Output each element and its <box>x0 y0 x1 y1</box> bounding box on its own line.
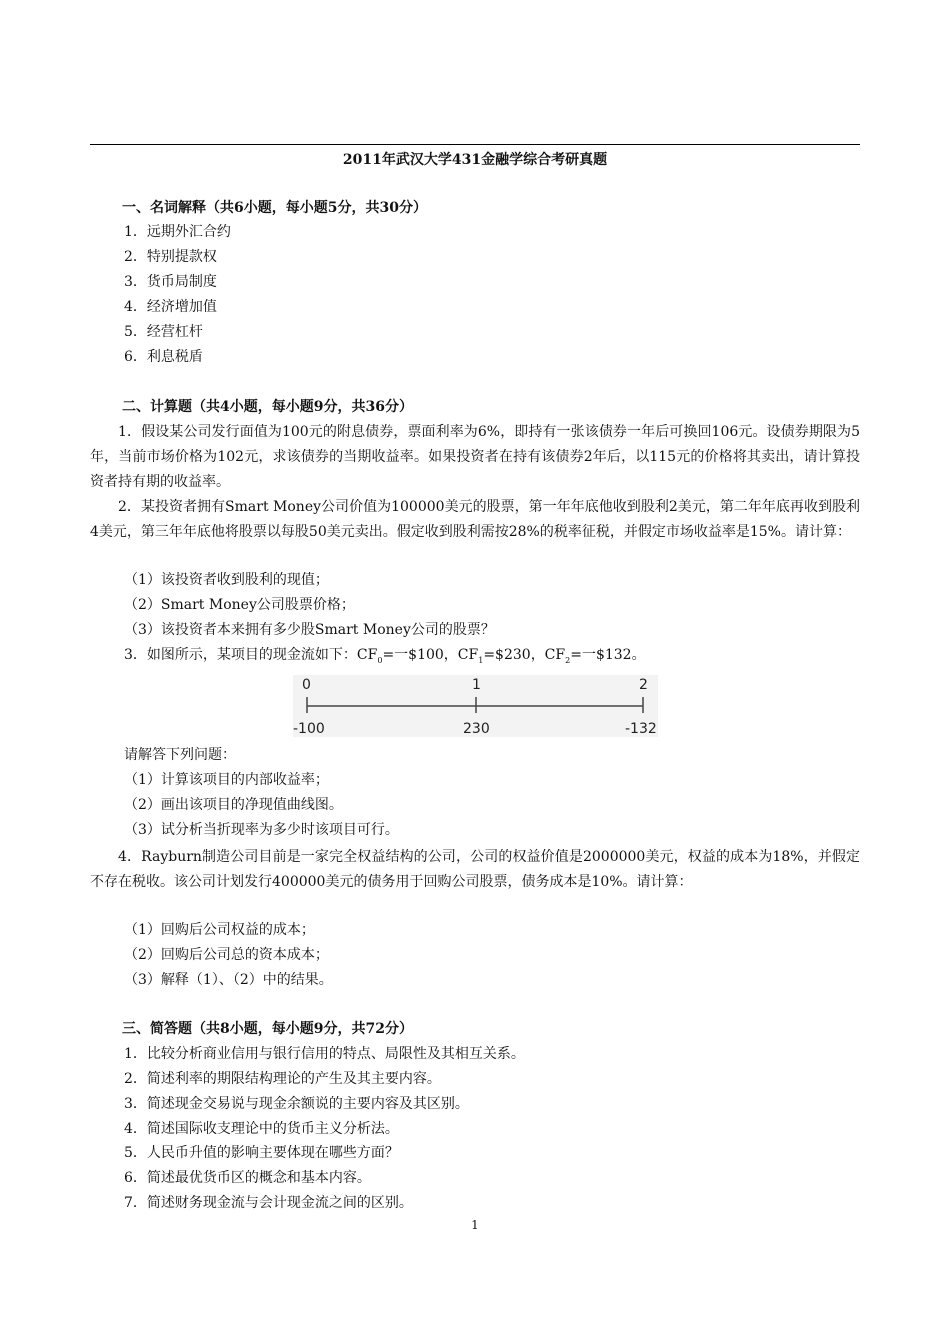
question-2-part: （2）Smart Money公司股票价格； <box>124 597 355 613</box>
term-item: 5．经营杠杆 <box>124 324 203 340</box>
question-4-part: （1）回购后公司权益的成本； <box>124 922 315 938</box>
period-label: 2 <box>639 677 648 693</box>
cashflow-label: 230 <box>463 721 490 737</box>
term-item: 4．经济增加值 <box>124 299 217 315</box>
short-answer-item: 5．人民币升值的影响主要体现在哪些方面？ <box>124 1145 399 1161</box>
section1-heading: 一、名词解释（共6小题，每小题5分，共30分） <box>122 200 427 216</box>
short-answer-item: 1．比较分析商业信用与银行信用的特点、局限性及其相互关系。 <box>124 1046 525 1062</box>
question-3-part: （1）计算该项目的内部收益率； <box>124 772 329 788</box>
short-answer-item: 3．简述现金交易说与现金余额说的主要内容及其区别。 <box>124 1096 469 1112</box>
page-title: 2011年武汉大学431金融学综合考研真题 <box>342 152 608 168</box>
short-answer-item: 6．简述最优货币区的概念和基本内容。 <box>124 1170 371 1186</box>
page-number: 1 <box>471 1218 479 1232</box>
question-3-intro: 请解答下列问题： <box>124 747 236 763</box>
term-item: 1．远期外汇合约 <box>124 224 231 240</box>
term-item: 2．特别提款权 <box>124 249 217 265</box>
question-3-part: （3）试分析当折现率为多少时该项目可行。 <box>124 822 399 838</box>
cashflow-timeline-figure <box>293 675 658 737</box>
question-2-part: （1）该投资者收到股利的现值； <box>124 572 329 588</box>
cashflow-label: -132 <box>625 721 657 737</box>
term-item: 3．货币局制度 <box>124 274 217 290</box>
question-2-part: （3）该投资者本来拥有多少股Smart Money公司的股票？ <box>124 622 495 638</box>
section2-heading: 二、计算题（共4小题，每小题9分，共36分） <box>122 399 413 415</box>
header-rule <box>90 144 860 145</box>
question-3-part: （2）画出该项目的净现值曲线图。 <box>124 797 343 813</box>
term-item: 6．利息税盾 <box>124 349 203 365</box>
question-4-part: （2）回购后公司总的资本成本； <box>124 947 329 963</box>
short-answer-item: 7．简述财务现金流与会计现金流之间的区别。 <box>124 1195 413 1211</box>
question-4-part: （3）解释（1）、（2）中的结果。 <box>124 972 333 988</box>
period-label: 1 <box>472 677 481 693</box>
section3-heading: 三、简答题（共8小题，每小题9分，共72分） <box>122 1021 413 1037</box>
question-4: 4．Rayburn制造公司目前是一家完全权益结构的公司，公司的权益价值是2000000美元，权益的成本为18%，并假定不存在税收。该公司计划发行400000美元的债务用于回购公司股票，债务成本是10%。请计算： <box>90 849 860 890</box>
question-2: 2．某投资者拥有Smart Money公司价值为100000美元的股票，第一年年底他收到股利2美元，第二年年底再收到股利4美元，第三年年底他将股票以每股50美元卖出。假定收到股利需按28%的税率征税，并假定市场收益率是15%。请计算： <box>90 499 860 540</box>
period-label: 0 <box>302 677 311 693</box>
cashflow-label: -100 <box>293 721 325 737</box>
question-1: 1．假设某公司发行面值为100元的附息债券，票面利率为6%，即持有一张该债券一年后可换回106元。设债券期限为5年，当前市场价格为102元，求该债券的当期收益率。如果投资者在持有该债券2年后，以115元的价格将其卖出，请计算投资者持有期的收益率。 <box>90 424 860 490</box>
question-3: 3．如图所示，某项目的现金流如下：$CF_0=$一$100，$CF_1=\$230$，$CF_2=$一$132。 <box>124 647 646 665</box>
short-answer-item: 4．简述国际收支理论中的货币主义分析法。 <box>124 1121 399 1137</box>
short-answer-item: 2．简述利率的期限结构理论的产生及其主要内容。 <box>124 1071 441 1087</box>
